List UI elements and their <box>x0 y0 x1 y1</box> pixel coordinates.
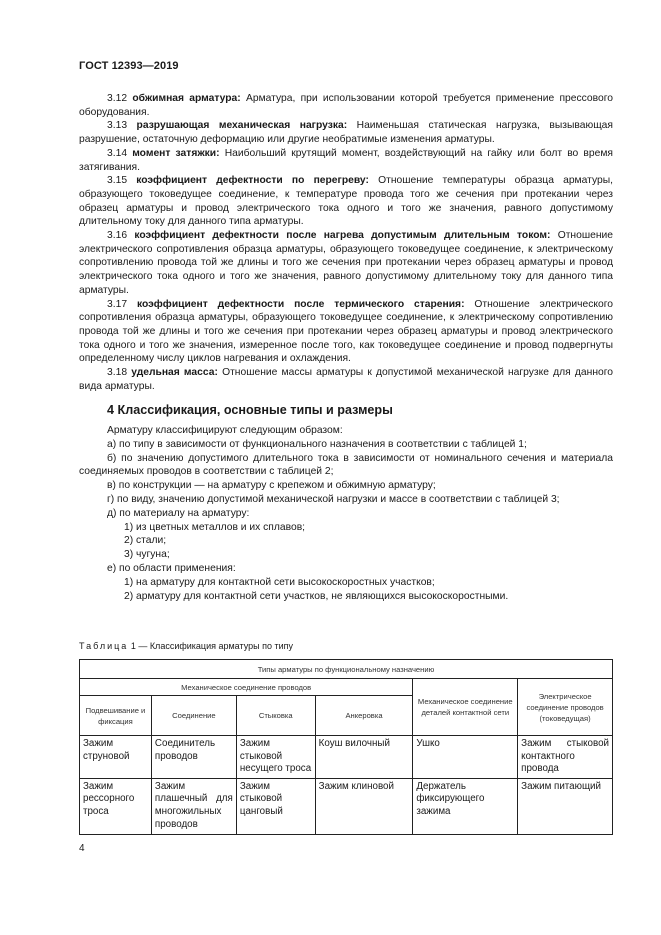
list-item: 1) на арматуру для контактной сети высокоскоростных участков; <box>124 576 435 588</box>
definition-3-16: 3.16 коэффициент дефектности после нагрева допустимым длительным током: Отношение электрического сопротивления образца арматуры, образующего токоведущее соединение, к электрическому сопротивлению провода той же длины и того же сечения при протекании через образец арматуры и провод электрического тока одного и того же значения, равного допустимому длительному току для данного типа арматуры. <box>79 230 613 296</box>
table-cell: Ушко <box>413 736 518 779</box>
definition-3-12: 3.12 обжимная арматура: Арматура, при использовании которой требуется применение прессового оборудования. <box>79 93 613 118</box>
list-item: в) по конструкции — на арматуру с крепежом и обжимную арматуру; <box>107 480 436 492</box>
table-header-mechanical-details: Механическое соединение деталей контактной сети <box>413 679 518 736</box>
classification-list <box>79 424 613 603</box>
table-cell: Держатель фиксирующего зажима <box>413 778 518 834</box>
definition-3-14: 3.14 момент затяжки: Наибольший крутящий момент, воздействующий на гайку или болт во время затягивания. <box>79 147 613 173</box>
list-item: г) по виду, значению допустимой механической нагрузки и массе в соответствии с таблицей 3; <box>107 493 560 505</box>
list-item: б) по значению допустимого длительного тока в зависимости от номинального сечения и материала соединяемых проводов в соответствии с таблицей 2; <box>79 452 613 478</box>
table-header-electrical: Электрическое соединение проводов (токоведущая) <box>518 679 613 736</box>
table-cell: Зажим стыковой цанговый <box>236 778 315 834</box>
definition-3-17: 3.17 коэффициент дефектности после термического старения: Отношение электрического сопротивления образца арматуры, образующего токоведущее соединение, к электрическому сопротивлению провода той же длины и того же сечения при протекании через образец арматуры и провод электрического тока одного и того же значения, измеренное после того, как токоведущее соединение и провод подвергнуты определенному числу циклов нагревания и охлаждения. <box>79 298 613 365</box>
list-item: е) по области применения: <box>107 562 236 574</box>
classification-table <box>79 659 613 835</box>
list-item: 3) чугуна; <box>124 549 170 561</box>
table-subheader: Подвешивание и фиксация <box>80 696 152 736</box>
table-header-main: Типы арматуры по функциональному назначению <box>80 660 613 679</box>
list-item: д) по материалу на арматуру: <box>107 507 250 519</box>
table-subheader: Анкеровка <box>315 696 413 736</box>
definition-3-18: 3.18 удельная масса: Отношение массы арматуры к допустимой механической нагрузке для данного вида арматуры. <box>79 367 613 392</box>
table-cell: Зажим рессорного троса <box>80 778 152 834</box>
table-cell: Зажим плашечный для многожильных проводов <box>151 778 236 834</box>
section-4-title: 4 Классификация, основные типы и размеры <box>107 403 393 417</box>
list-item: 1) из цветных металлов и их сплавов; <box>124 521 306 533</box>
table-row <box>80 778 613 834</box>
table-subheader: Соединение <box>151 696 236 736</box>
definitions-block <box>79 92 613 393</box>
table-cell: Соединитель проводов <box>151 736 236 779</box>
definition-3-13: 3.13 разрушающая механическая нагрузка: Наименьшая статическая нагрузка, вызывающая разрушение, остаточную деформацию или другие необратимые изменения арматуры. <box>79 120 613 146</box>
table-row <box>80 736 613 779</box>
table-header-mechanical: Механическое соединение проводов <box>80 679 413 696</box>
definition-3-15: 3.15 коэффициент дефектности по перегреву: Отношение температуры образца арматуры, образующего токоведущее соединение, к температуре провода того же сечения при протекании через образец арматуры и провод электрического тока одного и того же значения, равного допустимому длительному току для данного типа арматуры. <box>79 175 613 228</box>
list-item: 2) стали; <box>124 535 167 547</box>
table-caption: Таблица 1 — Классификация арматуры по типу <box>79 641 293 651</box>
page-number: 4 <box>79 843 85 854</box>
table-cell: Зажим питающий <box>518 778 613 834</box>
table-subheader: Стыковка <box>236 696 315 736</box>
table-cell: Зажим клиновой <box>315 778 413 834</box>
table-cell: Коуш вилочный <box>315 736 413 779</box>
table-cell: Зажим стыковой несущего троса <box>236 736 315 779</box>
classification-intro: Арматуру классифицируют следующим образом: <box>107 425 343 436</box>
list-item: 2) арматуру для контактной сети участков, не являющихся высокоскоростными. <box>124 590 509 602</box>
list-item: а) по типу в зависимости от функционального назначения в соответствии с таблицей 1; <box>107 438 527 450</box>
document-header: ГОСТ 12393—2019 <box>79 60 179 72</box>
table-cell: Зажим стыковой контактного провода <box>518 736 613 779</box>
table-cell: Зажим струновой <box>80 736 152 779</box>
